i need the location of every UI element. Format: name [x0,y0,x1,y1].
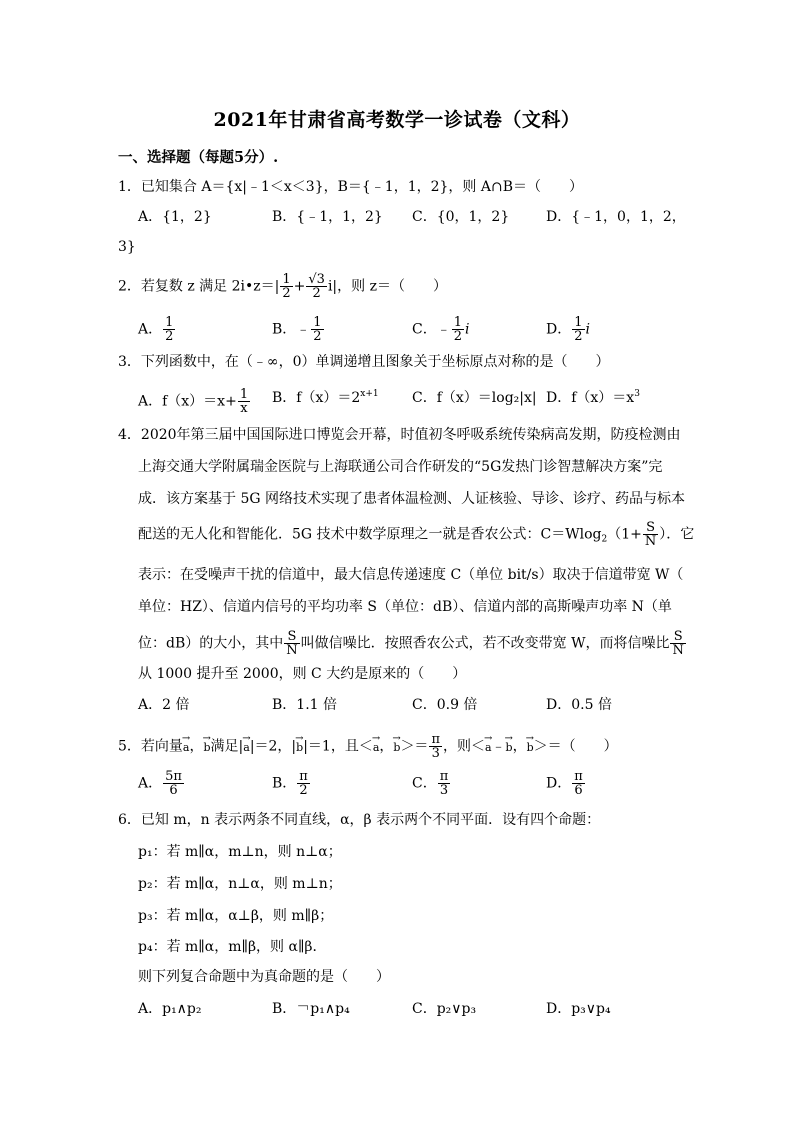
q5-stem: 5．若向量→ a，→ b满足|→ a|＝2，|→ b|＝1，且＜→ a，→ b＞＝ $\frac{\pi}{3}$ ，则＜→ a﹣→ b，→ b＞＝（ ） [118,733,618,760]
q5-option-b[interactable]: B． $\frac{\pi}{2}$ [272,769,308,798]
q1-option-a[interactable]: A．{1，2} [138,209,212,225]
q4-option-d[interactable]: D．0.5 倍 [546,697,612,713]
q5-option-d[interactable]: D． $\frac{\pi}{6}$ [546,769,583,798]
q1-option-d-continued: 3} [118,239,136,255]
q2-frac-half: $\frac{1}{2}$ [282,272,291,301]
q6-option-d[interactable]: D．p₃∨p₄ [546,1001,611,1017]
q4-line-8: 从 1000 提升至 2000，则 C 大约是原来的（ ） [138,666,467,682]
q6-proposition-p1: p₁：若 m∥α，m⊥n，则 n⊥α； [138,844,342,860]
q6-proposition-p4: p₄：若 m∥α，m∥β，则 α∥β． [138,939,327,955]
q5-option-a[interactable]: A． $\frac{5\pi}{6}$ [138,769,182,798]
q4-option-c[interactable]: C．0.9 倍 [412,697,478,713]
q4-line-6: 单位：HZ）、信道内信号的平均功率 S（单位：dB）、信道内部的高斯噪声功率 N（单 [138,599,672,615]
q4-line-3: 成．该方案基于 5G 网络技术实现了患者体温检测、人证核验、导诊、诊疗、药品与标本 [138,491,685,507]
q6-stem: 6．已知 m，n 表示两条不同直线，α，β 表示两个不同平面．设有四个命题： [118,812,601,828]
q3-stem: 3．下列函数中，在（﹣∞，0）单调递增且图象关于坐标原点对称的是（ ） [118,354,610,370]
q3-option-a[interactable]: A．f（x）＝x+ $\frac{1}{x}$ [138,387,249,416]
q6-ask: 则下列复合命题中为真命题的是（ ） [138,969,390,985]
q3-option-c[interactable]: C．f（x）＝log₂|x| [412,390,537,406]
q4-line-7: 位：dB）的大小，其中 $\frac{S}{N}$ 叫做信噪比．按照香农公式，若不改变带宽 W，而将信噪比 $\frac{S}{N}$ [138,629,684,658]
q4-option-a[interactable]: A．2 倍 [138,697,190,713]
q6-option-b[interactable]: B．￢p₁∧p₄ [272,1001,350,1017]
q2-option-c[interactable]: C．﹣ $\frac{1}{2}$ i [412,315,470,344]
q1-stem: 1．已知集合 A＝{x|﹣1＜x＜3}，B＝{﹣1，1，2}，则 A∩B＝（ ） [118,179,584,195]
q2-option-a[interactable]: A． $\frac{1}{2}$ [138,315,174,344]
q4-line-5: 表示：在受噪声干扰的信道中，最大信息传递速度 C（单位 bit/s）取决于信道带宽 W（ [138,567,684,583]
q6-option-c[interactable]: C．p₂∨p₃ [412,1001,477,1017]
q2-stem-pre: 2．若复数 z 满足 2i•z＝| [118,278,280,295]
q1-option-d[interactable]: D．{﹣1，0，1，2， [546,209,686,225]
q2-frac-sqrt3: $\frac{√3}{2}$ [308,272,325,301]
q4-line-1: 4．2020年第三届中国国际进口博览会开幕，时值初冬呼吸系统传染病高发期，防疫检测由 [118,427,681,443]
exam-title: 2021年甘肃省高考数学一诊试卷（文科） [213,109,581,131]
shannon-formula: C＝Wlog [540,526,602,543]
q3-option-d[interactable]: D．$f(x)=x^3$ [546,389,640,406]
q4-option-b[interactable]: B．1.1 倍 [272,697,338,713]
q2-stem-post: i|，则 z＝（ ） [327,278,447,295]
q4-line-2: 上海交通大学附属瑞金医院与上海联通公司合作研发的“5G发热门诊智慧解决方案”完 [138,459,663,475]
q1-option-c[interactable]: C．{0，1，2} [412,209,510,225]
section-heading: 一、选择题（每题5分）. [118,149,279,166]
q2-option-d[interactable]: D． $\frac{1}{2}$ i [546,315,590,344]
q2-stem [118,273,447,300]
q2-option-b[interactable]: B．﹣ $\frac{1}{2}$ [272,315,322,344]
q4-line-4: 配送的无人化和智能化．5G 技术中数学原理之一就是香农公式：C＝Wlog$_2$（1+ $\frac{S}{N}$ ）．它 [138,520,695,549]
q3-option-b[interactable]: B．$f(x)=2^{x+1}$ [272,389,379,406]
q5-option-c[interactable]: C． $\frac{\pi}{3}$ [412,769,449,798]
q6-proposition-p3: p₃：若 m∥α，α⊥β，则 m∥β； [138,908,334,924]
q2-plus: + [293,278,306,295]
q6-proposition-p2: p₂：若 m∥α，n⊥α，则 m⊥n； [138,876,342,892]
q6-option-a[interactable]: A．p₁∧p₂ [138,1001,202,1017]
q1-option-b[interactable]: B．{﹣1，1，2} [272,209,383,225]
